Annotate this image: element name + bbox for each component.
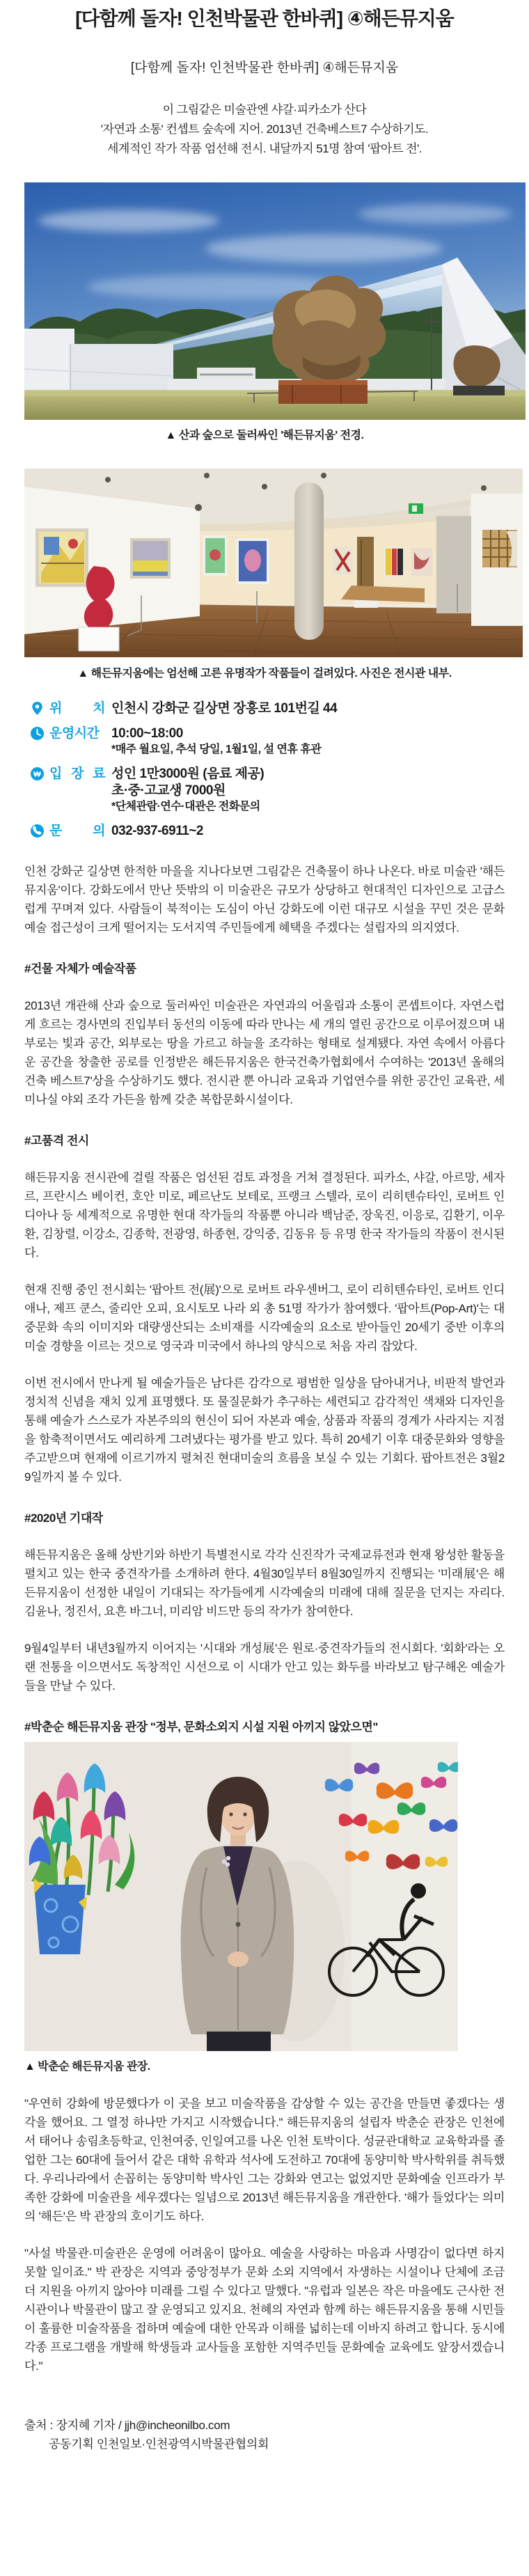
paragraph: "사설 박물관·미술관은 운영에 어려움이 많아요. 예술을 사랑하는 마음과 사명감이 없다면 하지 못할 일이죠." 박 관장은 지역과 중앙정부가 문화 소외 지역에서 자생하는 시설이나 단체에 조금 더 지원을 아끼지 않아야 미래를 그릴 수 있다고 말했다. "유럽과 일본은 작은 마을에도 근사한 전시관이나 박물관이 많고 잘 운영되고 있지요. 천혜의 자연과 함께 하는 해든뮤지움을 통해 시민들이 훌륭한 미술작품을 접하며 예술에 대한 안목과 이해를 넓히는데 이바지 하려고 합니다. 동시에 각종 프로그램을 개발해 학생들과 교사들을 포함한 지역주민들 문화예술 교육에도 앞장서겠습니다." (24, 2247, 505, 2373)
phone-icon (30, 824, 45, 838)
paragraph: 현재 진행 중인 전시회는 '팝아트 전(展)'으로 로버트 라우센버그, 로이 리히텐슈타인, 로버트 인디애나, 제프 쿤스, 줄리안 오피, 요시토모 나라 외 총 51명 작가가 참여했다. '팝아트(Pop-Art)'는 대중문화 속의 이미지와 대량생산되는 소비재를 시각예술의 요소로 받아들인 20세기 중반 이후의 미술 경향을 이르는 것으로 영국과 미국에서 하나의 양식으로 처음 자리 잡았다. (24, 1283, 505, 1353)
info-label: 입 장 료 (49, 767, 105, 781)
director-portrait-image (24, 1742, 458, 2051)
info-label: 운영시간 (49, 726, 100, 741)
summary-line: '자연과 소통' 컨셉트 숲속에 지어. 2013년 건축베스트7 수상하기도. (100, 123, 429, 136)
photo-director-portrait (24, 1742, 505, 2051)
photo-museum-exterior (24, 182, 505, 420)
won-icon (30, 767, 45, 781)
museum-info-block (24, 700, 505, 840)
info-value: 인천시 강화군 길상면 장흥로 101번길 44 (111, 701, 338, 716)
section-heading: #2020년 기대작 (24, 1511, 103, 1525)
info-value: 초·중·고교생 7000원 (111, 783, 226, 798)
paragraph: 해든뮤지움은 올해 상반기와 하반기 특별전시로 각각 신진작가 국제교류전과 현재 왕성한 활동을 펼치고 있는 한국 중견작가를 소개하려 한다. 4월30일부터 8월30일까지 진행되는 '미래展'은 해든뮤지움이 선정한 내일이 기대되는 작가들에게 시각예술의 미래에 대해 질문을 던지는 자리다. 김윤나, 정진서, 요흔 바그너, 미리암 비드만 등의 작가가 참여한다. (24, 1548, 505, 1618)
paragraph: 이번 전시에서 만나게 될 예술가들은 남다른 감각으로 평범한 일상을 담아내거나, 비판적 발언과 정치적 신념을 재치 있게 표명했다. 또 물질문화가 추구하는 세련되고 감각적인 색채와 디자인을 통해 예술가 스스로가 자본주의의 현신이 되어 자본과 예술, 상품과 작품의 경계가 사라지는 지점을 함축적이면서도 예리하게 그려냈다는 평가를 받고 있다. 특히 20세기 이후 대중문화와 영향을 주고받으며 현재에 이르기까지 펼쳐진 현대미술의 흐름을 보실 수 있는 기회다. 팝아트전은 3월29일까지 볼 수 있다. (24, 1376, 505, 1484)
info-row-fee (24, 766, 505, 815)
summary-line: 이 그림같은 미술관엔 샤갈·피카소가 산다 (162, 103, 367, 116)
museum-exterior-image (24, 182, 526, 420)
article-body (24, 862, 505, 2375)
clock-icon (30, 726, 45, 741)
paragraph: 2013년 개관해 산과 숲으로 둘러싸인 미술관은 자연과의 어울림과 소통이 콘셉트이다. 자연스럽게 흐르는 경사면의 진입부터 동선의 이동에 따라 만나는 세 개의 열린 공간으로 이루어졌으며 내부로는 빛과 공간, 외부로는 땅을 가르고 하늘을 조각하는 형태로 설계됐다. 자연 속에서 아름다운 공간을 창출한 공로를 인정받은 해든뮤지움은 한국건축가협회에서 수여하는 '2013년 올해의 건축 베스트7'상을 수상하기도 했다. 전시관 뿐 아니라 교육과 기업연수를 위한 공간인 교육관, 세미나실 야외 조각 가든을 함께 갖춘 복합문화시설이다. (24, 999, 505, 1106)
source-line: 출처 : 장지혜 기자 / jjh@incheonilbo.com (24, 2419, 230, 2432)
article-summary (24, 100, 505, 159)
photo-gallery-interior (24, 469, 505, 657)
section-heading: #박춘순 해든뮤지움 관장 "정부, 문화소외지 시설 지원 아끼지 않았으면" (24, 1720, 378, 1734)
info-label: 문 의 (49, 824, 105, 838)
info-note: *매주 월요일, 추석 당일, 1월1일, 설 연휴 휴관 (111, 744, 322, 755)
photo-caption: ▲ 해든뮤지움에는 엄선해 고른 유명작가 작품들이 걸려있다. 사진은 전시관 내부. (77, 668, 452, 680)
paragraph: 9월4일부터 내년3월까지 이어지는 '시대와 개성展'은 원로·중견작가들의 전시회다. '회화'라는 오랜 전통을 이으면서도 독창적인 시선으로 이 시대가 안고 있는 화두를 바라보고 탐구해온 예술가들을 만날 수 있다. (24, 1642, 505, 1693)
page-title: [다함께 돌자! 인천박물관 한바퀴] ④해든뮤지움 (75, 8, 454, 29)
summary-line: 세계적인 작가 작품 엄선해 전시. 내달까지 51명 참여 '팝아트 전'. (107, 142, 422, 155)
article-footer (24, 2416, 505, 2453)
page-subtitle: [다함께 돌자! 인천박물관 한바퀴] ④해든뮤지움 (130, 61, 399, 75)
gallery-interior-image (24, 469, 523, 657)
paragraph: 인천 강화군 길상면 한적한 마을을 지나다보면 그림같은 건축물이 하나 나온다. 바로 미술관 '해든뮤지움'이다. 강화도에서 만난 뜻밖의 이 미술관은 규모가 상당하고 현대적인 디자인으로 고급스럽게 꾸며져 있다. 사람들이 북적이는 도심이 아닌 강화도에 이런 대규모 시설을 꾸민 것은 문화예술 접근성이 크게 떨어지는 도서지역 주민들에게 혜택을 주겠다는 설립자의 의지였다. (24, 865, 505, 934)
paragraph: 해든뮤지움 전시관에 걸릴 작품은 엄선된 검토 과정을 거쳐 결정된다. 피카소, 샤갈, 아르망, 세자르, 프란시스 베이컨, 호안 미로, 페르난도 보테로, 프랭크 스텔라, 로이 리히텐슈타인, 로버트 인디아나 등 세계적으로 유명한 현대 작가들의 작품뿐 아니라 백남준, 장욱진, 이응로, 김환기, 이우환, 김창렬, 이강소, 김종학, 전광영, 하종현, 강익중, 김동유 등 유명 한국 작가들의 작품이 전시된다. (24, 1171, 505, 1259)
section-heading: #건물 자체가 예술작품 (24, 962, 136, 975)
info-value: 032-937-6911~2 (111, 824, 203, 838)
photo-caption: ▲ 산과 숲으로 둘러싸인 '해든뮤지움' 전경. (165, 430, 364, 441)
svg-text:₩: ₩ (33, 770, 41, 779)
info-value: 10:00~18:00 (111, 726, 183, 741)
info-label: 위 치 (49, 701, 105, 716)
paragraph: "우연히 강화에 방문했다가 이 곳을 보고 미술작품을 감상할 수 있는 공간을 만들면 좋겠다는 생각을 했어요. 그 열정 하나만 가지고 시작했습니다." 해든뮤지움의 설립자 박춘순 관장은 인천에서 태어나 송림초등학교, 인천여중, 인일여고를 나온 인천 토박이다. 성균관대학교 교육학과를 졸업한 그는 60대에 들어서 같은 대학 유학과 석사에 도전하고 70대에 동양미학 박사학위를 취득했다. 우리나라에서 손꼽히는 동양미학 박사인 그는 강화와 연고는 없었지만 문화예술 인프라가 부족한 강화에 미술관을 세우겠다는 일념으로 2013년 해든뮤지움을 개관한다. '해가 들었다'는 의미의 '해든'은 박 관장의 호이기도 하다. (24, 2097, 505, 2223)
coplanning-line: 공동기획 인천일보·인천광역시박물관협의회 (49, 2437, 269, 2451)
photo-caption: ▲ 박춘순 해든뮤지움 관장. (24, 2061, 150, 2073)
location-pin-icon (30, 701, 45, 716)
info-value: 성인 1만3000원 (음료 제공) (111, 767, 264, 781)
info-note: *단체관람·연수·대관은 전화문의 (111, 801, 260, 812)
info-row-hours (24, 725, 505, 757)
info-row-contact (24, 823, 505, 840)
info-row-location (24, 700, 505, 717)
section-heading: #고품격 전시 (24, 1134, 89, 1147)
